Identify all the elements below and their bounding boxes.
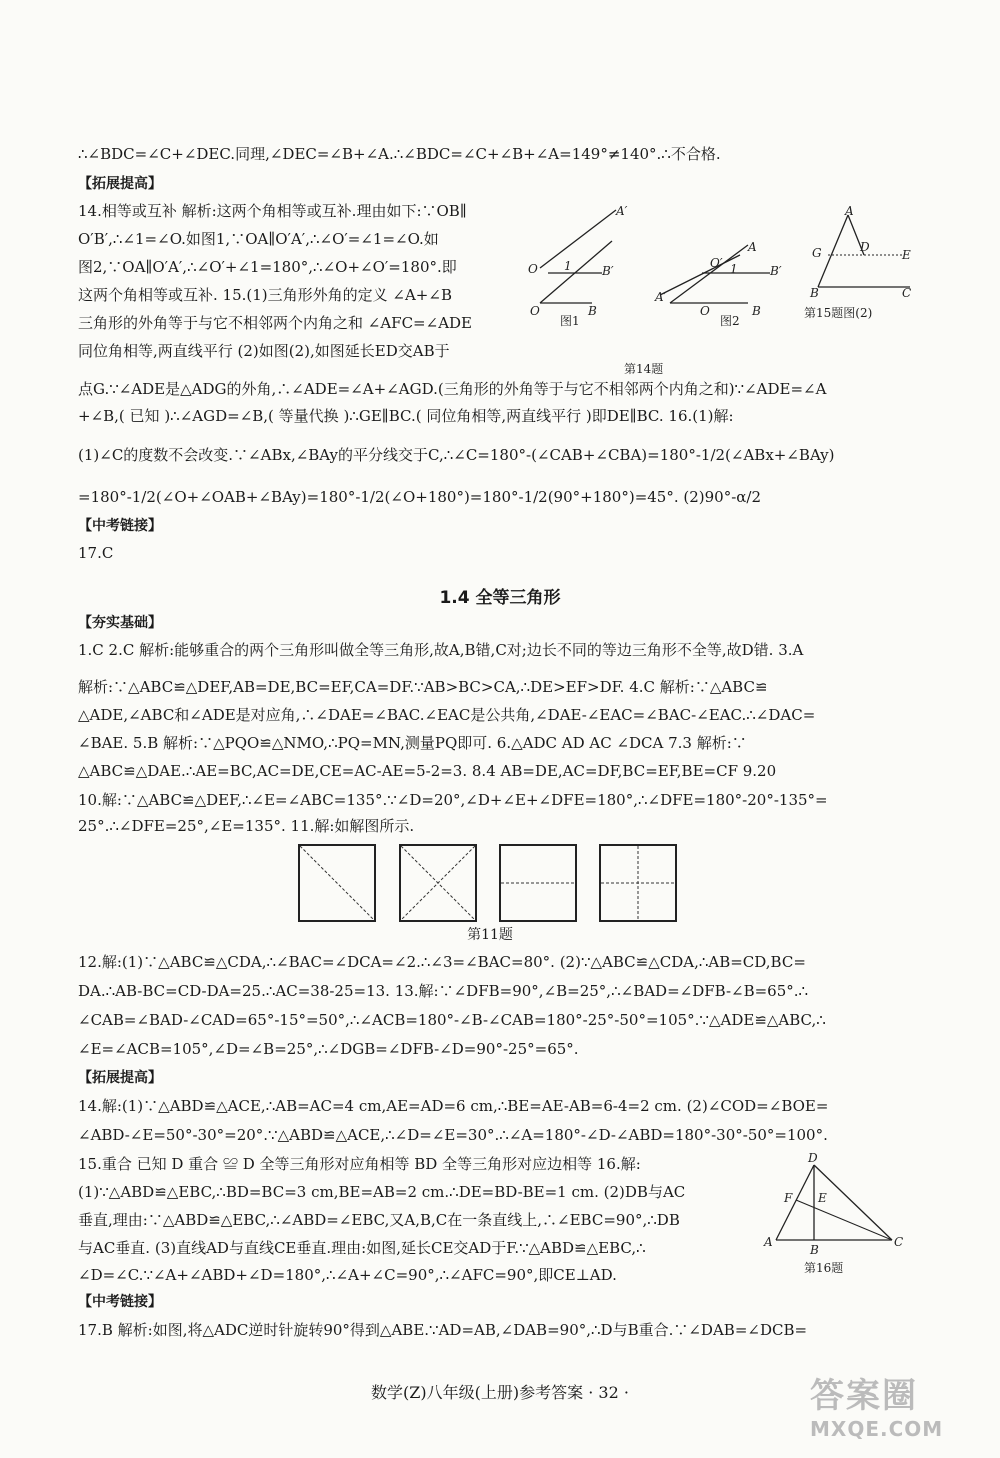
figure-label: A′ bbox=[655, 290, 667, 304]
text-line: △ADE,∠ABC和∠ADE是对应角,∴∠DAE=∠BAC.∠EAC是公共角,∠DAE-∠EAC=∠BAC-∠EAC.∴∠DAC= bbox=[78, 706, 816, 724]
figure-11-square-1 bbox=[298, 844, 376, 922]
figure-label: O bbox=[530, 304, 540, 318]
figure-label: F bbox=[784, 1191, 793, 1205]
figure-label: B bbox=[588, 304, 597, 318]
text-line: DA.∴AB-BC=CD-DA=25.∴AC=38-25=13. 13.解:∵∠DFB=90°,∠B=25°,∴∠BAD=∠DFB-∠B=65°.∴ bbox=[78, 982, 809, 1000]
figure-label: B′ bbox=[770, 264, 782, 278]
figure-label: D bbox=[808, 1151, 818, 1165]
text-line: 12.解:(1)∵△ABC≌△CDA,∴∠BAC=∠DCA=∠2.∴∠3=∠BAC=80°. (2)∵△ABC≌△CDA,∴AB=CD,BC= bbox=[78, 953, 806, 971]
text-line: 解析:∵△ABC≌△DEF,AB=DE,BC=EF,CA=DF.∵AB>BC>CA,∴DE>EF>DF. 4.C 解析:∵△ABC≌ bbox=[78, 678, 768, 696]
figure-label: G bbox=[812, 246, 822, 260]
figure-label: C bbox=[902, 286, 912, 300]
figure-16 bbox=[762, 1150, 912, 1280]
figure-label: A bbox=[748, 240, 757, 254]
text-line: ∴∠BDC=∠C+∠DEC.同理,∠DEC=∠B+∠A.∴∠BDC=∠C+∠B+∠A=149°≠140°.∴不合格. bbox=[78, 145, 721, 163]
figure-label: 图1 bbox=[560, 314, 580, 328]
figure-label: O bbox=[700, 304, 710, 318]
text-line: ∠CAB=∠BAD-∠CAD=65°-15°=50°,∴∠ACB=180°-∠B-∠CAB=180°-25°-50°=105°.∵△ADE≌△ABC,∴ bbox=[78, 1011, 826, 1029]
section-header: 【拓展提高】 bbox=[78, 176, 162, 192]
text-line: 三角形的外角等于与它不相邻两个内角之和 ∠AFC=∠ADE bbox=[78, 314, 473, 332]
figure-label: B′ bbox=[602, 264, 614, 278]
figure-label: E bbox=[818, 1191, 827, 1205]
text-line: 与AC垂直. (3)直线AD与直线CE垂直.理由:如图,延长CE交AD于F.∵△ABD≌△EBC,∴ bbox=[78, 1239, 646, 1257]
text-line: 17.B 解析:如图,将△ADC逆时针旋转90°得到△ABE.∵AD=AB,∠DAB=90°,∴D与B重合.∵∠DAB=∠DCB= bbox=[78, 1321, 808, 1339]
figure-11-caption: 第11题 bbox=[467, 927, 513, 943]
figure-label: A bbox=[845, 205, 854, 218]
text-line: △ABC≌△DAE.∴AE=BC,AC=DE,CE=AC-AE=5-2=3. 8.4 AB=DE,AC=DF,BC=EF,BE=CF 9.20 bbox=[78, 762, 777, 780]
figure-label: D bbox=[860, 240, 870, 254]
text-line: 14.相等或互补 解析:这两个角相等或互补.理由如下:∵OB∥ bbox=[78, 202, 467, 220]
text-line: 25°.∴∠DFE=25°,∠E=135°. 11.解:如解图所示. bbox=[78, 817, 415, 835]
figure-label: 图2 bbox=[720, 314, 740, 328]
figure-caption: 第14题 bbox=[624, 362, 664, 376]
figure-label: A′ bbox=[616, 205, 628, 218]
figure-label: E bbox=[902, 248, 911, 262]
section-title: 1.4 全等三角形 bbox=[439, 588, 561, 608]
figure-label: B bbox=[810, 1243, 819, 1257]
figure-label: C bbox=[894, 1235, 904, 1249]
figure-label: O′ bbox=[710, 256, 723, 270]
text-line: 15.重合 已知 D 重合 ≌ D 全等三角形对应角相等 BD 全等三角形对应边相等 16.解: bbox=[78, 1155, 641, 1173]
figure-label: O bbox=[528, 262, 538, 276]
text-line: (1)∵△ABD≌△EBC,∴BD=BC=3 cm,BE=AB=2 cm.∴DE=BD-BE=1 cm. (2)DB与AC bbox=[78, 1183, 686, 1201]
figure-11-square-2 bbox=[399, 844, 477, 922]
text-line: 17.C bbox=[78, 544, 114, 562]
text-line: O′B′,∴∠1=∠O.如图1,∵OA∥O′A′,∴∠O′=∠1=∠O.如 bbox=[78, 230, 439, 248]
watermark-url: MXQE.COM bbox=[810, 1417, 944, 1441]
text-line: =180°-1/2(∠O+∠OAB+∠BAy)=180°-1/2(∠O+180°)=180°-1/2(90°+180°)=45°. (2)90°-α/2 bbox=[78, 488, 762, 506]
text-line: 这两个角相等或互补. 15.(1)三角形外角的定义 ∠A+∠B bbox=[78, 286, 452, 304]
figure-11-square-3 bbox=[499, 844, 577, 922]
text-line: ∠ABD-∠E=50°-30°=20°.∵△ABD≌△ACE,∴∠D=∠E=30°.∴∠A=180°-∠D-∠ABD=180°-30°-50°=100°. bbox=[78, 1126, 828, 1144]
text-line: 图2,∵OA∥O′A′,∴∠O′+∠1=180°,∴∠O+∠O′=180°.即 bbox=[78, 258, 457, 276]
text-line: ∠D=∠C.∵∠A+∠ABD+∠D=180°,∴∠A+∠C=90°,∴∠AFC=90°,即CE⊥AD. bbox=[78, 1266, 617, 1284]
figure-label: 1 bbox=[564, 259, 572, 273]
figure-15 bbox=[800, 205, 918, 323]
section-header: 【夯实基础】 bbox=[78, 615, 162, 631]
figure-label: B bbox=[752, 304, 761, 318]
text-line: 14.解:(1)∵△ABD≌△ACE,∴AB=AC=4 cm,AE=AD=6 cm,∴BE=AE-AB=6-4=2 cm. (2)∠COD=∠BOE= bbox=[78, 1097, 829, 1115]
figure-caption: 第16题 bbox=[804, 1261, 844, 1275]
figure-label: 1 bbox=[730, 262, 738, 276]
page-footer: 数学(Z)八年级(上册)参考答案 · 32 · bbox=[371, 1383, 629, 1402]
figure-label: B bbox=[810, 286, 819, 300]
watermark bbox=[810, 1368, 970, 1446]
text-line: (1)∠C的度数不会改变.∵∠ABx,∠BAy的平分线交于C,∴∠C=180°-(∠CAB+∠CBA)=180°-1/2(∠ABx+∠BAy) bbox=[78, 446, 835, 464]
figure-14 bbox=[520, 205, 790, 380]
text-line: 垂直,理由:∵△ABD≌△EBC,∴∠ABD=∠EBC,又A,B,C在一条直线上,∴∠EBC=90°,∴DB bbox=[78, 1211, 680, 1229]
watermark-title: 答案圈 bbox=[810, 1376, 918, 1416]
figure-label: A bbox=[764, 1235, 773, 1249]
figure-11-square-4 bbox=[599, 844, 677, 922]
text-line: +∠B,( 已知 )∴∠AGD=∠B,( 等量代换 )∴GE∥BC.( 同位角相等,两直线平行 )即DE∥BC. 16.(1)解: bbox=[78, 407, 734, 425]
text-line: 点G.∵∠ADE是△ADG的外角,∴∠ADE=∠A+∠AGD.(三角形的外角等于与它不相邻两个内角之和)∵∠ADE=∠A bbox=[78, 380, 827, 398]
text-line: 1.C 2.C 解析:能够重合的两个三角形叫做全等三角形,故A,B错,C对;边长不同的等边三角形不全等,故D错. 3.A bbox=[78, 641, 804, 659]
section-header: 【中考链接】 bbox=[78, 518, 162, 534]
text-line: ∠E=∠ACB=105°,∠D=∠B=25°,∴∠DGB=∠DFB-∠D=90°-25°=65°. bbox=[78, 1040, 579, 1058]
text-line: 10.解:∵△ABC≌△DEF,∴∠E=∠ABC=135°.∵∠D=20°,∠D+∠E+∠DFE=180°,∴∠DFE=180°-20°-135°= bbox=[78, 791, 828, 809]
text-line: 同位角相等,两直线平行 (2)如图(2),如图延长ED交AB于 bbox=[78, 342, 450, 360]
section-header: 【拓展提高】 bbox=[78, 1070, 162, 1086]
section-header: 【中考链接】 bbox=[78, 1294, 162, 1310]
text-line: ∠BAE. 5.B 解析:∵△PQO≌△NMO,∴PQ=MN,测量PQ即可. 6.△ADC AD AC ∠DCA 7.3 解析:∵ bbox=[78, 734, 747, 752]
figure-caption: 第15题图(2) bbox=[804, 306, 873, 320]
